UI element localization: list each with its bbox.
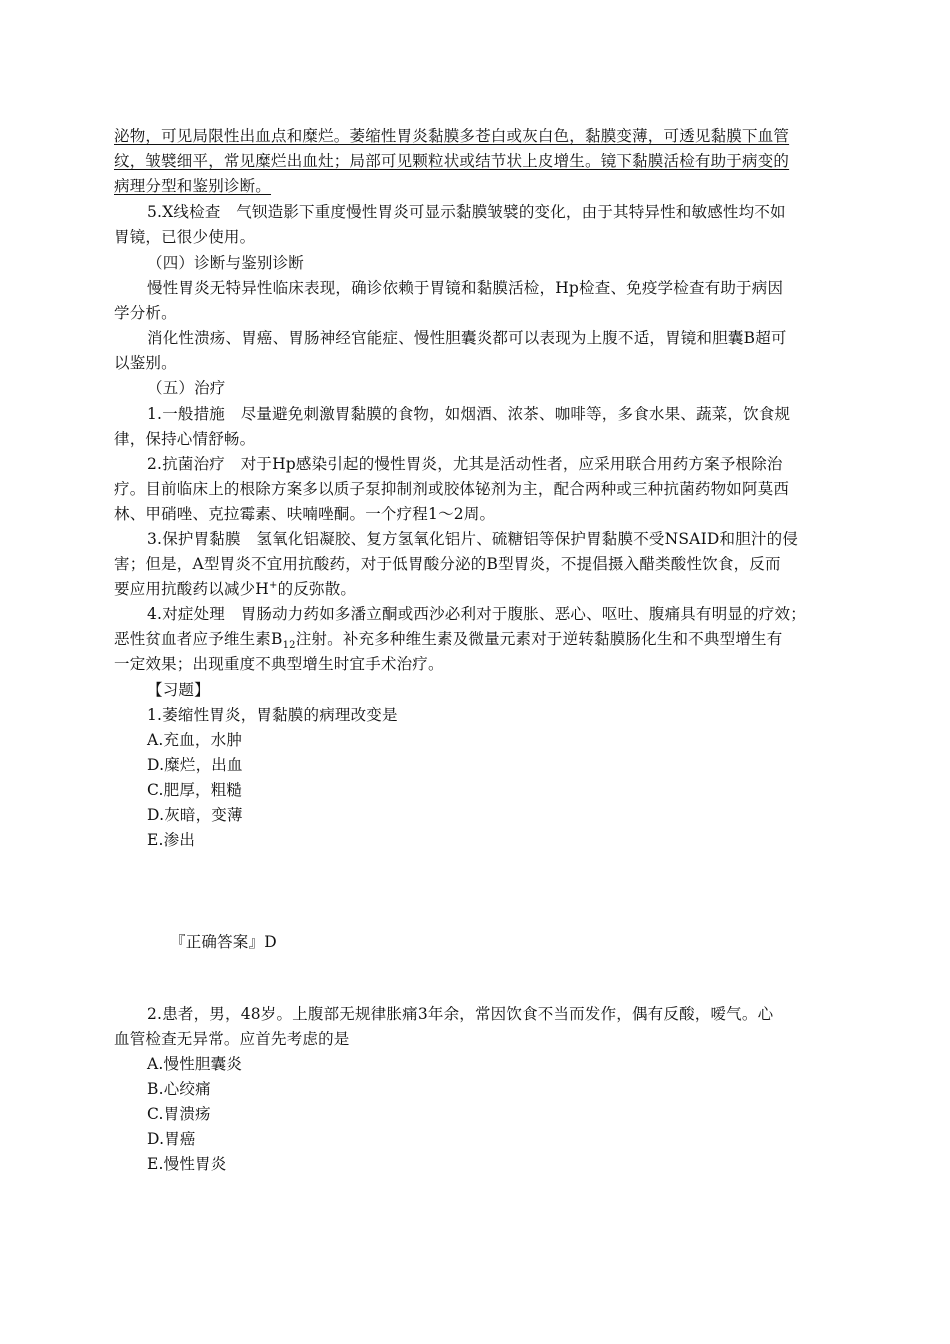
treatment-2-line-1: 2.抗菌治疗 对于Hp感染引起的慢性胃炎，尤其是活动性者，应采用联合用药方案予根除治 — [147, 455, 783, 473]
treatment-3-line-2: 害；但是，A型胃炎不宜用抗酸药，对于低胃酸分泌的B型胃炎，不提倡摄入醋类酸性饮食，反而 — [114, 555, 781, 573]
treatment-4-line-3: 一定效果；出现重度不典型增生时宜手术治疗。 — [114, 655, 444, 673]
question-1-option-c: C.肥厚，粗糙 — [147, 781, 243, 799]
treatment-4-line-2-end: 注射。补充多种维生素及微量元素对于逆转黏膜肠化生和不典型增生有 — [295, 630, 783, 648]
treatment-4-line-1: 4.对症处理 胃肠动力药如多潘立酮或西沙必利对于腹胀、恶心、呕吐、腹痛具有明显的疗效； — [147, 605, 806, 623]
question-2-stem-line-1: 2.患者，男，48岁。上腹部无规律胀痛3年余，常因饮食不当而发作，偶有反酸，嗳气。心 — [147, 1005, 774, 1023]
exam-text-line-3: 病理分型和鉴别诊断。 — [114, 177, 272, 195]
section-heading-treatment: （五）治疗 — [147, 379, 226, 397]
hydrogen-ion-superscript: + — [269, 580, 278, 591]
question-1-stem: 1.萎缩性胃炎，胃黏膜的病理改变是 — [147, 706, 398, 724]
xray-paragraph-line-1: 5.X线检查 气钡造影下重度慢性胃炎可显示黏膜皱襞的变化，由于其特异性和敏感性均不如 — [147, 203, 786, 221]
question-1-option-a: A.充血，水肿 — [147, 731, 243, 749]
exercises-heading: 【习题】 — [147, 681, 210, 699]
question-2-option-c: C.胃溃疡 — [147, 1105, 211, 1123]
vitamin-b12-subscript: 12 — [282, 640, 296, 651]
diagnosis-paragraph-line-2: 学分析。 — [114, 304, 177, 322]
treatment-1-line-1: 1.一般措施 尽量避免刺激胃黏膜的食物，如烟酒、浓茶、咖啡等，多食水果、蔬菜，饮食规 — [147, 405, 791, 423]
exam-text-line-1: 泌物，可见局限性出血点和糜烂。萎缩性胃炎黏膜多苍白或灰白色，黏膜变薄，可透见黏膜下血管 — [114, 127, 790, 145]
treatment-4-line-2-start: 恶性贫血者应予维生素B — [114, 630, 283, 648]
question-1-option-d: D.灰暗，变薄 — [147, 806, 243, 824]
question-2-option-b: B.心绞痛 — [147, 1080, 211, 1098]
treatment-1-line-2: 律，保持心情舒畅。 — [114, 430, 256, 448]
question-2-option-a: A.慢性胆囊炎 — [147, 1055, 243, 1073]
question-2-option-d: D.胃癌 — [147, 1130, 196, 1148]
diagnosis-paragraph-line-1: 慢性胃炎无特异性临床表现，确诊依赖于胃镜和黏膜活检，Hp检查、免疫学检查有助于病因 — [147, 279, 784, 297]
question-1-option-b: D.糜烂，出血 — [147, 756, 243, 774]
section-heading-diagnosis: （四）诊断与鉴别诊断 — [147, 254, 305, 272]
treatment-3-line-3-start: 要应用抗酸药以减少H — [114, 580, 270, 598]
treatment-4-line-2 — [114, 629, 782, 652]
xray-paragraph-line-2: 胃镜，已很少使用。 — [114, 228, 256, 246]
differential-paragraph-line-1: 消化性溃疡、胃癌、胃肠神经官能症、慢性胆囊炎都可以表现为上腹不适，胃镜和胆囊B超可 — [147, 329, 787, 347]
treatment-2-line-3: 林、甲硝唑、克拉霉素、呋喃唑酮。一个疗程1～2周。 — [114, 505, 496, 523]
differential-paragraph-line-2: 以鉴别。 — [114, 354, 177, 372]
question-2-option-e: E.慢性胃炎 — [147, 1155, 227, 1173]
treatment-3-line-3-end: 的反弥散。 — [277, 580, 357, 598]
treatment-2-line-2: 疗。目前临床上的根除方案多以质子泵抑制剂或胶体铋剂为主，配合两种或三种抗菌药物如阿莫西 — [114, 480, 790, 498]
treatment-3-line-3 — [114, 579, 356, 602]
question-1-answer: 『正确答案』D — [170, 933, 277, 951]
question-2-stem-line-2: 血管检查无异常。应首先考虑的是 — [114, 1030, 350, 1048]
exam-text-line-2: 纹，皱襞细平，常见糜烂出血灶；局部可见颗粒状或结节状上皮增生。镜下黏膜活检有助于病变的 — [114, 152, 790, 170]
treatment-3-line-1: 3.保护胃黏膜 氢氧化铝凝胶、复方氢氧化铝片、硫糖铝等保护胃黏膜不受NSAID和胆汁的侵 — [147, 530, 799, 548]
question-1-option-e: E.渗出 — [147, 831, 196, 849]
